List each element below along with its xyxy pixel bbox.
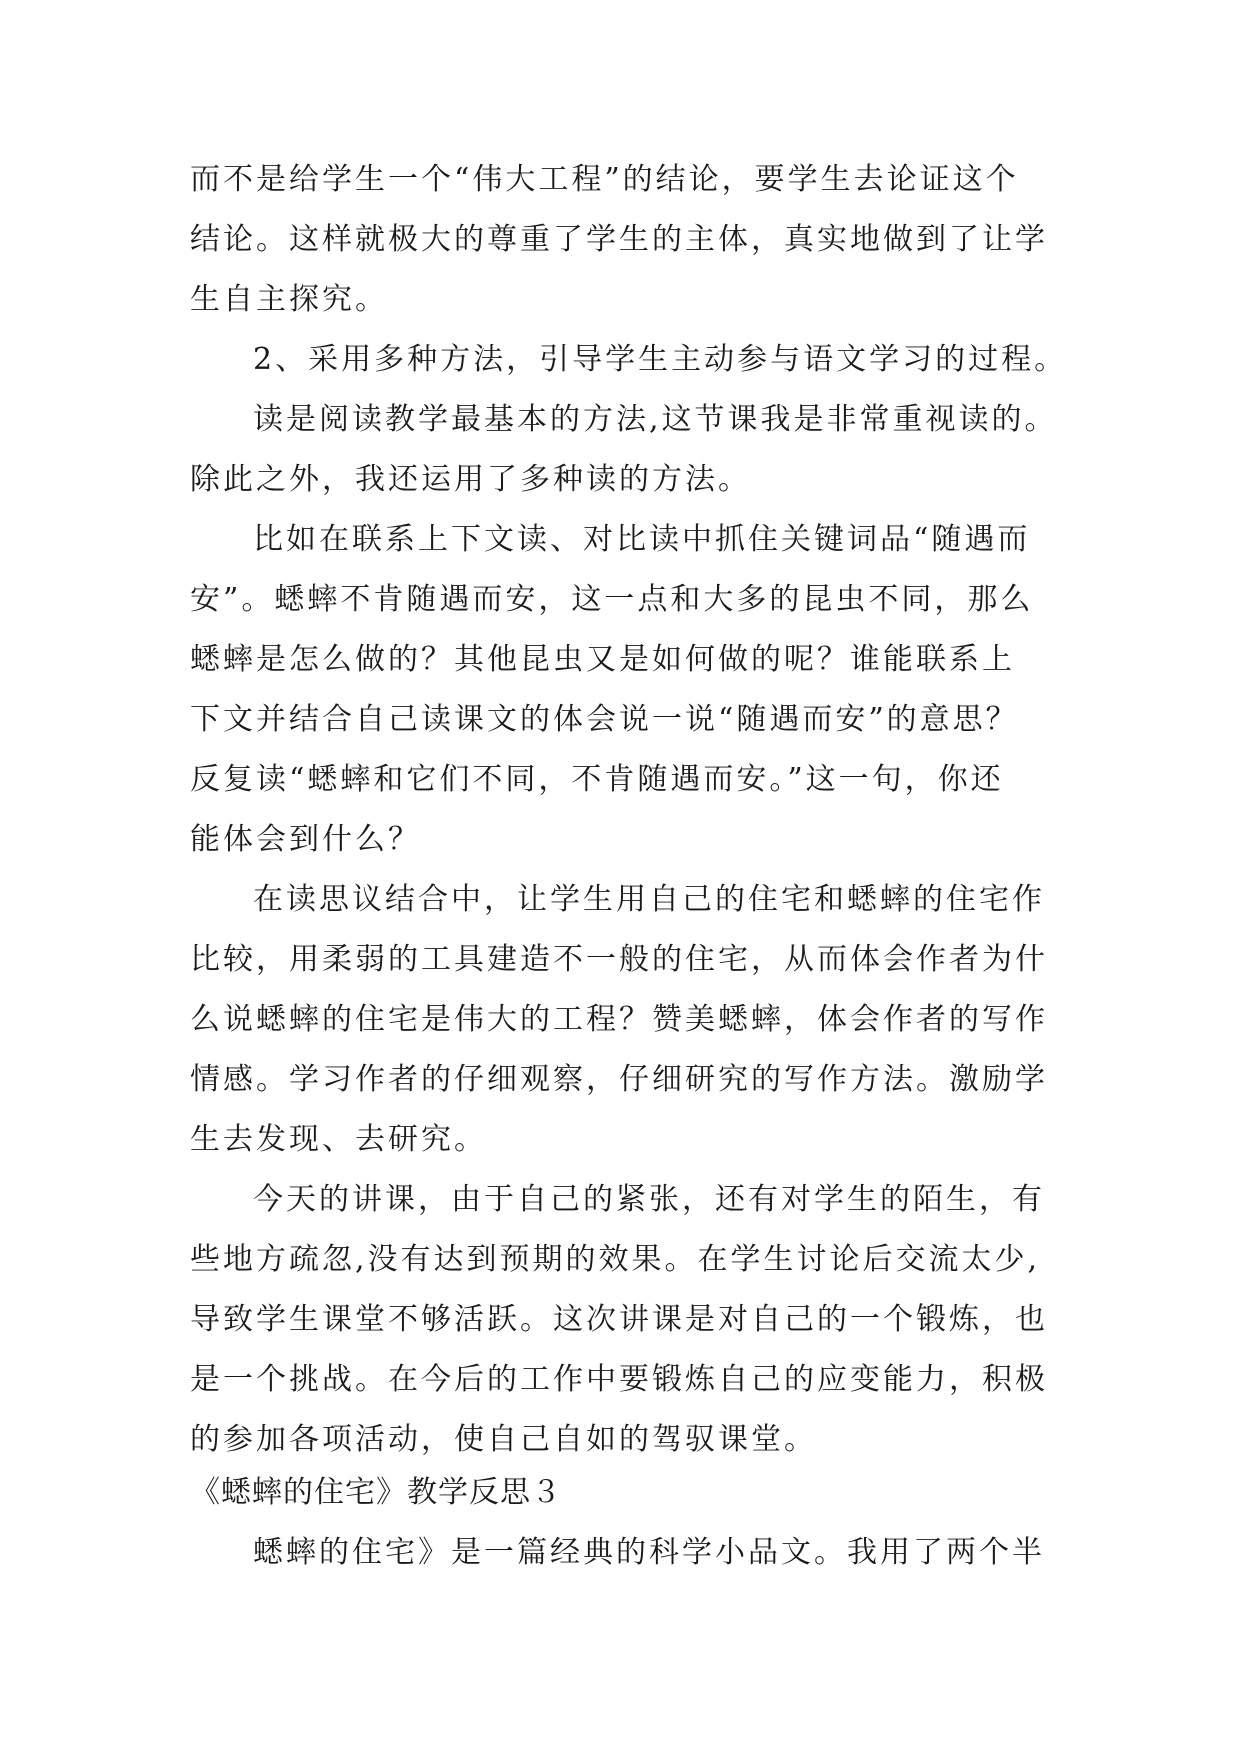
paragraph-line: 反复读“蟋蟀和它们不同，不肯随遇而安。”这一句，你还 xyxy=(190,762,1004,797)
paragraph-line: 生自主探究。 xyxy=(190,282,388,317)
paragraph-line: 而不是给学生一个“伟大工程”的结论，要学生去论证这个 xyxy=(190,162,1019,197)
paragraph-line: 今天的讲课，由于自己的紧张，还有对学生的陌生，有 xyxy=(253,1182,1045,1217)
paragraph-line: 结论。这样就极大的尊重了学生的主体，真实地做到了让学 xyxy=(190,222,1048,257)
paragraph-line: 情感。学习作者的仔细观察，仔细研究的写作方法。激励学 xyxy=(190,1062,1048,1097)
paragraph-line: 除此之外，我还运用了多种读的方法。 xyxy=(190,462,751,497)
paragraph-line: 下文并结合自己读课文的体会说一说“随遇而安”的意思？ xyxy=(190,702,1019,737)
paragraph-line: 能体会到什么？ xyxy=(190,822,421,857)
section-heading: 《蟋蟀的住宅》教学反思３ xyxy=(190,1475,562,1510)
paragraph-line: 是一个挑战。在今后的工作中要锻炼自己的应变能力，积极 xyxy=(190,1362,1048,1397)
paragraph-line: 2、采用多种方法，引导学生主动参与语文学习的过程。 xyxy=(253,342,1068,377)
paragraph-line: 比如在联系上下文读、对比读中抓住关键词品“随遇而 xyxy=(253,522,1031,557)
paragraph-line: 生去发现、去研究。 xyxy=(190,1122,487,1157)
paragraph-line: 蟋蟀的住宅》是一篇经典的科学小品文。我用了两个半 xyxy=(253,1535,1045,1570)
paragraph-line: 安”。蟋蟀不肯随遇而安，这一点和大多的昆虫不同，那么 xyxy=(190,582,1034,617)
paragraph-line: 蟋蟀是怎么做的？其他昆虫又是如何做的呢？谁能联系上 xyxy=(190,642,1015,677)
paragraph-line: 比较，用柔弱的工具建造不一般的住宅，从而体会作者为什 xyxy=(190,942,1048,977)
paragraph-line: 导致学生课堂不够活跃。这次讲课是对自己的一个锻炼，也 xyxy=(190,1302,1048,1337)
paragraph-line: 的参加各项活动，使自己自如的驾驭课堂。 xyxy=(190,1422,817,1457)
paragraph-line: 些地方疏忽,没有达到预期的效果。在学生讨论后交流太少, xyxy=(190,1242,1041,1277)
paragraph-line: 在读思议结合中，让学生用自己的住宅和蟋蟀的住宅作 xyxy=(253,882,1045,917)
paragraph-line: 读是阅读教学最基本的方法,这节课我是非常重视读的。 xyxy=(253,402,1058,437)
paragraph-line: 么说蟋蟀的住宅是伟大的工程？赞美蟋蟀，体会作者的写作 xyxy=(190,1002,1048,1037)
